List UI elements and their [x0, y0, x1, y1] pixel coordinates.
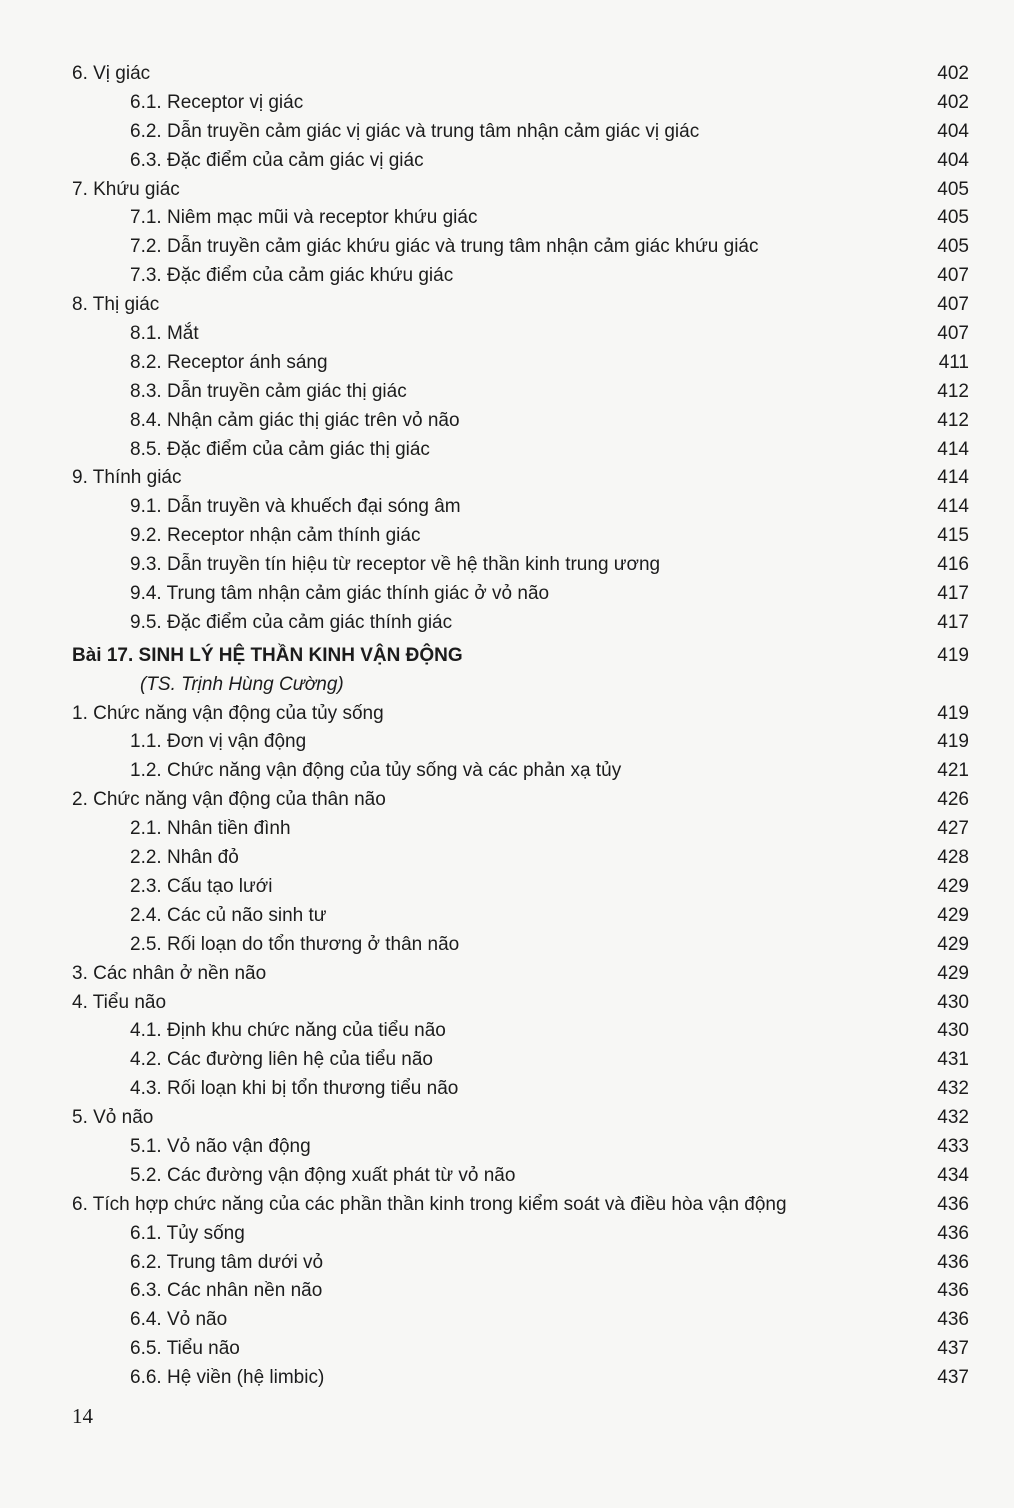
toc-entry [0, 493, 1014, 522]
toc-entry-title: 7.2. Dẫn truyền cảm giác khứu giác và trung tâm nhận cảm giác khứu giác [130, 236, 759, 258]
toc-entry-title: 6.2. Dẫn truyền cảm giác vị giác và trung tâm nhận cảm giác vị giác [130, 120, 700, 142]
toc-entry-title: 2.3. Cấu tạo lưới [130, 875, 273, 897]
toc-entry [0, 60, 1014, 89]
toc-entry-title: 6.3. Các nhân nền não [130, 1280, 323, 1302]
table-of-contents [0, 60, 1014, 1393]
toc-entry-title: 9.3. Dẫn truyền tín hiệu từ receptor về hệ thần kinh trung ương [130, 554, 661, 576]
toc-entry [0, 1335, 1014, 1364]
toc-entry-page: 437 [937, 1367, 969, 1389]
toc-entry-page: 404 [937, 149, 969, 171]
toc-entry [0, 844, 1014, 873]
toc-entry-page: 417 [937, 583, 969, 605]
toc-entry [0, 522, 1014, 551]
toc-entry-page: 412 [937, 409, 969, 431]
toc-entry [0, 1220, 1014, 1249]
toc-entry-page: 428 [937, 847, 969, 869]
toc-entry [0, 349, 1014, 378]
toc-entry [0, 728, 1014, 757]
toc-entry-page: 419 [937, 731, 969, 753]
toc-entry-page: 437 [937, 1338, 969, 1360]
toc-entry [0, 786, 1014, 815]
toc-entry [0, 1277, 1014, 1306]
toc-entry-page: 414 [937, 467, 969, 489]
toc-entry-title: 7.3. Đặc điểm của cảm giác khứu giác [130, 265, 454, 287]
toc-entry-page: 430 [937, 1020, 969, 1042]
toc-entry-title: (TS. Trịnh Hùng Cường) [140, 673, 344, 695]
toc-entry-page: 432 [937, 1107, 969, 1129]
page-number: 14 [72, 1404, 93, 1428]
toc-entry [0, 118, 1014, 147]
toc-entry-title: 5.2. Các đường vận động xuất phát từ vỏ não [130, 1164, 516, 1186]
toc-entry-title: 8.4. Nhận cảm giác thị giác trên vỏ não [130, 409, 460, 431]
toc-entry-title: 6.2. Trung tâm dưới vỏ [130, 1251, 324, 1273]
toc-entry [0, 1306, 1014, 1335]
toc-entry-page: 432 [937, 1078, 969, 1100]
toc-entry-page: 407 [937, 265, 969, 287]
toc-entry [0, 233, 1014, 262]
toc-entry-title: 1. Chức năng vận động của tủy sống [72, 702, 384, 724]
toc-entry-page: 436 [937, 1251, 969, 1273]
toc-entry [0, 147, 1014, 176]
toc-entry-page: 429 [937, 875, 969, 897]
toc-entry-title: 8.1. Mắt [130, 323, 199, 345]
toc-entry-title: 2.1. Nhân tiền đình [130, 818, 291, 840]
toc-entry-title: 4.1. Định khu chức năng của tiểu não [130, 1020, 446, 1042]
toc-entry-page: 436 [937, 1222, 969, 1244]
toc-entry-title: 9. Thính giác [72, 467, 182, 489]
toc-entry [0, 1191, 1014, 1220]
toc-entry [0, 262, 1014, 291]
toc-entry [0, 1104, 1014, 1133]
toc-entry [0, 1249, 1014, 1278]
toc-entry-page: 412 [937, 380, 969, 402]
toc-entry-title: 5.1. Vỏ não vận động [130, 1135, 311, 1157]
toc-entry-page: 405 [937, 207, 969, 229]
toc-entry [0, 580, 1014, 609]
toc-entry-title: 6.6. Hệ viền (hệ limbic) [130, 1367, 325, 1389]
toc-entry-title: 9.2. Receptor nhận cảm thính giác [130, 525, 421, 547]
toc-entry-title: 6.1. Tủy sống [130, 1222, 245, 1244]
toc-entry-title: 3. Các nhân ở nền não [72, 962, 267, 984]
toc-entry [0, 960, 1014, 989]
toc-entry [0, 815, 1014, 844]
toc-entry [0, 989, 1014, 1018]
toc-entry-page: 419 [937, 644, 969, 666]
toc-entry-title: 2.4. Các củ não sinh tư [130, 904, 327, 926]
toc-entry-page: 417 [937, 611, 969, 633]
toc-entry-page: 429 [937, 933, 969, 955]
toc-entry-title: 7.1. Niêm mạc mũi và receptor khứu giác [130, 207, 478, 229]
toc-entry [0, 609, 1014, 638]
toc-entry [0, 873, 1014, 902]
toc-entry-title: 6.5. Tiểu não [130, 1338, 240, 1360]
toc-entry-page: 433 [937, 1135, 969, 1157]
toc-entry-page: 434 [937, 1164, 969, 1186]
toc-entry-page: 414 [937, 496, 969, 518]
toc-entry-title: 5. Vỏ não [72, 1107, 154, 1129]
toc-entry [0, 931, 1014, 960]
toc-entry [0, 551, 1014, 580]
toc-entry-page: 429 [937, 962, 969, 984]
toc-entry-title: 4.3. Rối loạn khi bị tổn thương tiểu não [130, 1078, 459, 1100]
toc-entry-page: 429 [937, 904, 969, 926]
toc-entry-title: 4.2. Các đường liên hệ của tiểu não [130, 1049, 433, 1071]
toc-entry [0, 89, 1014, 118]
toc-entry-title: 2. Chức năng vận động của thân não [72, 789, 386, 811]
toc-entry-title: 1.2. Chức năng vận động của tủy sống và các phản xạ tủy [130, 760, 622, 782]
toc-entry [0, 320, 1014, 349]
toc-entry-page: 402 [937, 91, 969, 113]
toc-entry-page: 431 [937, 1049, 969, 1071]
toc-entry [0, 1162, 1014, 1191]
toc-entry-title: 2.5. Rối loạn do tổn thương ở thân não [130, 933, 460, 955]
toc-entry [0, 1017, 1014, 1046]
toc-entry-page: 405 [937, 178, 969, 200]
toc-entry-page: 416 [937, 554, 969, 576]
toc-entry-title: 4. Tiểu não [72, 991, 167, 1013]
toc-entry-page: 427 [937, 818, 969, 840]
toc-entry-title: 8.2. Receptor ánh sáng [130, 351, 328, 373]
toc-entry-title: 8.5. Đặc điểm của cảm giác thị giác [130, 438, 430, 460]
toc-entry-page: 402 [937, 63, 969, 84]
toc-entry-page: 407 [937, 294, 969, 316]
toc-entry-title: 6. Tích hợp chức năng của các phần thần kinh trong kiểm soát và điều hòa vận động [72, 1193, 787, 1215]
toc-entry [0, 378, 1014, 407]
toc-entry-title: 1.1. Đơn vị vận động [130, 731, 307, 753]
toc-entry-page: 415 [937, 525, 969, 547]
toc-entry [0, 291, 1014, 320]
toc-entry [0, 757, 1014, 786]
toc-entry-page: 404 [937, 120, 969, 142]
toc-entry [0, 436, 1014, 465]
toc-entry-page: 436 [937, 1280, 969, 1302]
toc-entry-title: 9.5. Đặc điểm của cảm giác thính giác [130, 611, 453, 633]
toc-entry-page: 430 [937, 991, 969, 1013]
toc-entry [0, 1364, 1014, 1393]
toc-entry-page: 421 [937, 760, 969, 782]
toc-entry [0, 407, 1014, 436]
toc-entry [0, 204, 1014, 233]
toc-entry-page: 419 [937, 702, 969, 724]
toc-entry-title: 6.4. Vỏ não [130, 1309, 228, 1331]
toc-entry-title: 8. Thị giác [72, 294, 160, 316]
toc-entry [0, 1133, 1014, 1162]
toc-entry-title: 6.3. Đặc điểm của cảm giác vị giác [130, 149, 424, 171]
toc-entry-page: 407 [937, 323, 969, 345]
toc-entry-title: 9.1. Dẫn truyền và khuếch đại sóng âm [130, 496, 461, 518]
toc-entry [0, 176, 1014, 205]
toc-entry-title: 6. Vị giác [72, 63, 151, 84]
toc-entry [0, 902, 1014, 931]
toc-entry-page: 426 [937, 789, 969, 811]
toc-author [0, 671, 1014, 700]
toc-entry-title: 9.4. Trung tâm nhận cảm giác thính giác ở vỏ não [130, 583, 550, 605]
toc-entry-title: 6.1. Receptor vị giác [130, 91, 304, 113]
toc-entry-title: 2.2. Nhân đỏ [130, 847, 239, 869]
toc-entry-title: 7. Khứu giác [72, 178, 180, 200]
toc-entry-page: 436 [937, 1193, 969, 1215]
toc-entry-title: Bài 17. SINH LÝ HỆ THẦN KINH VẬN ĐỘNG [72, 644, 463, 666]
toc-entry-page: 411 [938, 351, 969, 373]
toc-lesson-heading [0, 642, 1014, 671]
toc-entry [0, 700, 1014, 729]
toc-entry [0, 464, 1014, 493]
toc-entry-page: 405 [937, 236, 969, 258]
toc-entry-title: 8.3. Dẫn truyền cảm giác thị giác [130, 380, 407, 402]
toc-entry-page: 436 [937, 1309, 969, 1331]
toc-entry [0, 1046, 1014, 1075]
toc-entry-page: 414 [937, 438, 969, 460]
toc-entry [0, 1075, 1014, 1104]
